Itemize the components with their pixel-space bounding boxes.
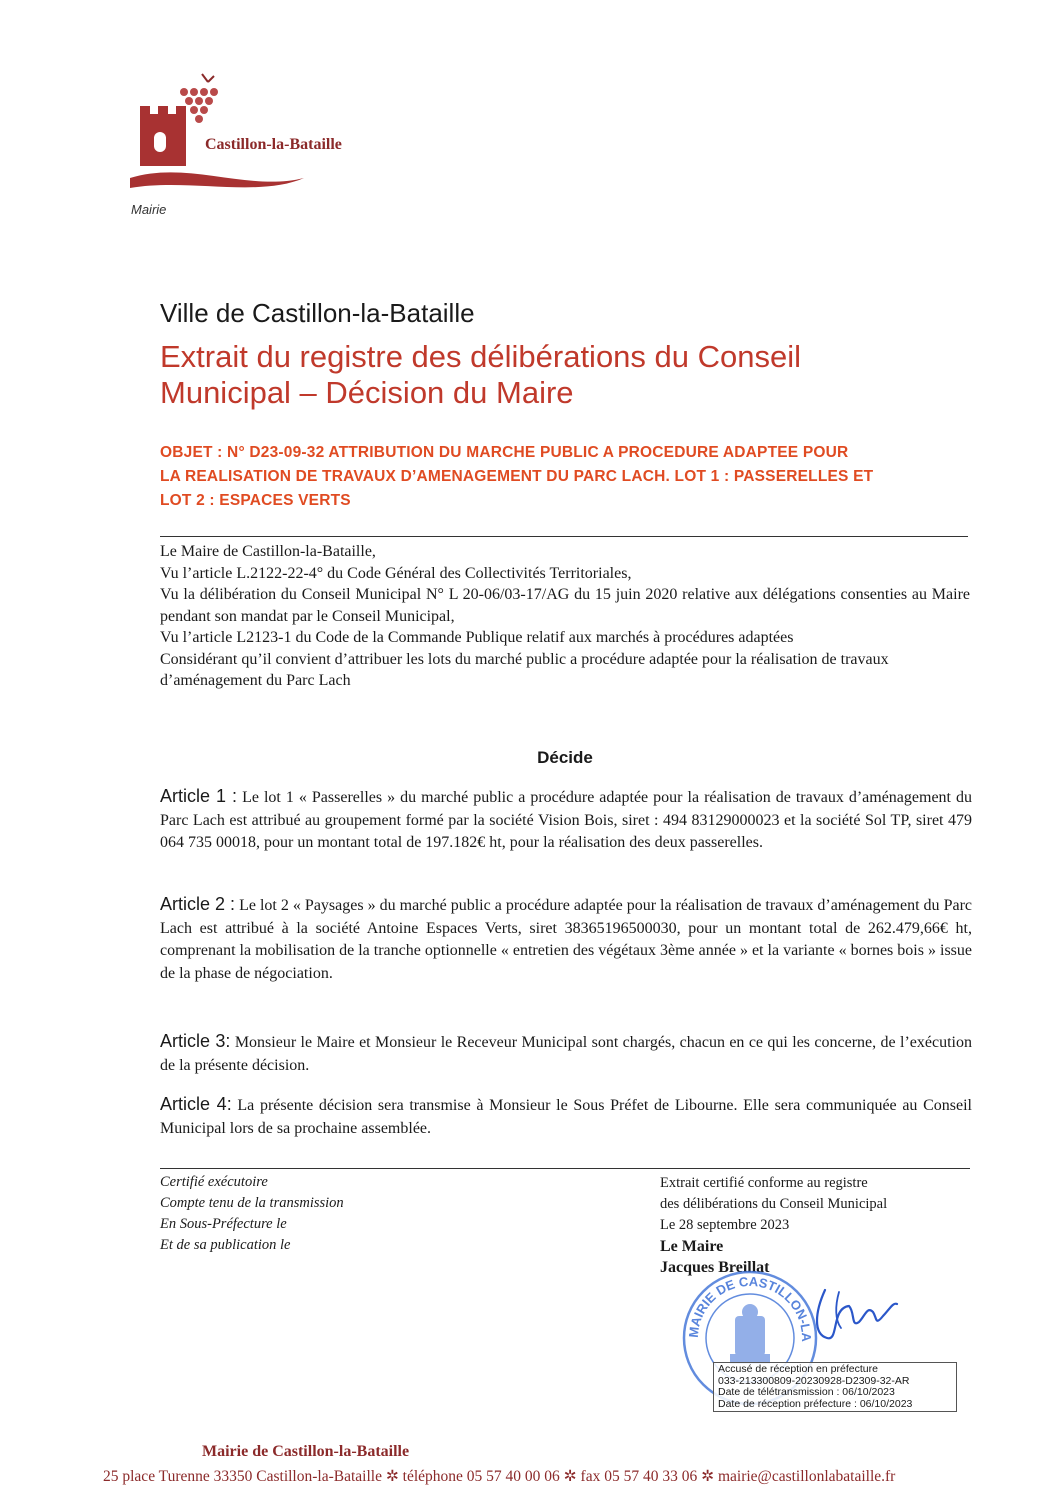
article-text: Le lot 1 « Passerelles » du marché public a procédure adaptée pour la réalisation de travaux d’aménagement du Parc Lach est attribué au groupement formé par la société Vision Bois, siret : 494 83129000023 et la société Sol TP, siret 479 064 735 00018, pour un montant total de 197.182€ ht, pour la réalisation des deux passerelles. xyxy=(160,789,973,851)
article-label: Article 4: xyxy=(160,1094,232,1114)
article-4 xyxy=(160,1093,972,1140)
article-label: Article 3: xyxy=(160,1031,231,1051)
divider xyxy=(160,1168,970,1169)
receipt-line: Date de réception préfecture : 06/10/2023 xyxy=(718,1397,913,1410)
footer-address: 25 place Turenne 33350 Castillon-la-Bataille ✲ téléphone 05 57 40 00 06 ✲ fax 05 57 40 33 06 ✲ mairie@castillonlabataille.fr xyxy=(103,1468,896,1485)
title-line-2: Municipal – Décision du Maire xyxy=(160,375,574,410)
article-label: Article 2 : xyxy=(160,894,236,914)
extract-block xyxy=(660,1173,887,1278)
certification-line: Certifié exécutoire xyxy=(160,1174,268,1190)
signatory-name: Jacques Breillat xyxy=(660,1259,770,1276)
extract-line: Extrait certifié conforme au registre xyxy=(660,1175,868,1191)
extract-date: Le 28 septembre 2023 xyxy=(660,1217,790,1233)
preamble-line: Vu la délibération du Conseil Municipal N° L 20-06/03-17/AG du 15 juin 2020 relative aux délégations consenties au Maire pendant son mandat par le Conseil Municipal, xyxy=(160,586,970,625)
certification-line: Compte tenu de la transmission xyxy=(160,1195,344,1211)
certification-line: En Sous-Préfecture le xyxy=(160,1216,287,1232)
article-label: Article 1 : xyxy=(160,786,238,806)
article-text: Monsieur le Maire et Monsieur le Receveur Municipal sont chargés, chacun en ce qui les concerne, de l’exécution de la présente décision. xyxy=(160,1034,972,1074)
preamble-line: Vu l’article L2123-1 du Code de la Commande Publique relatif aux marchés à procédures adaptées xyxy=(160,629,794,646)
receipt-line: Accusé de réception en préfecture xyxy=(718,1363,878,1375)
footer-name: Mairie de Castillon-la-Bataille xyxy=(202,1443,410,1460)
preamble-line: Le Maire de Castillon-la-Bataille, xyxy=(160,543,376,560)
certification-block xyxy=(160,1172,344,1256)
divider xyxy=(160,536,968,537)
extract-line: des délibérations du Conseil Municipal xyxy=(660,1196,888,1212)
receipt-line: 033-213300809-20230928-D2309-32-AR xyxy=(718,1374,910,1387)
handwritten-signature xyxy=(805,1272,915,1352)
logo-subtitle: Mairie xyxy=(131,202,167,217)
logo-name: Castillon-la-Bataille xyxy=(205,136,342,153)
article-2 xyxy=(160,893,972,985)
decide-heading: Décide xyxy=(537,748,593,767)
prefecture-receipt-stamp xyxy=(713,1362,957,1412)
article-text: La présente décision sera transmise à Monsieur le Sous Préfet de Libourne. Elle sera communiquée au Conseil Municipal lors de sa prochaine assemblée. xyxy=(160,1097,972,1137)
objet-line-2: LA REALISATION DE TRAVAUX D’AMENAGEMENT DU PARC LACH. LOT 1 : PASSERELLES ET xyxy=(160,468,874,485)
title-line-1: Extrait du registre des délibérations du Conseil xyxy=(160,339,802,374)
objet-line-1: OBJET : N° D23-09-32 ATTRIBUTION DU MARCHE PUBLIC A PROCEDURE ADAPTEE POUR xyxy=(160,444,849,461)
objet-line-3: LOT 2 : ESPACES VERTS xyxy=(160,492,351,509)
page-title xyxy=(160,339,960,411)
article-text: Le lot 2 « Paysages » du marché public a procédure adaptée pour la réalisation de travaux d’aménagement du Parc Lach est attribué à la société Antoine Espaces Verts, siret 38365196500030, pour un montant total de 262.479,66€ ht, comprenant la mobilisation de la tranche optionnelle « entretien des végétaux 3ème année » et la variante « bornes bois » issue de la phase de négociation. xyxy=(160,897,973,982)
certification-line: Et de sa publication le xyxy=(160,1237,291,1253)
receipt-line: Date de télétransmission : 06/10/2023 xyxy=(718,1386,895,1398)
article-3 xyxy=(160,1030,972,1077)
preamble-line: Vu l’article L.2122-22-4° du Code Général des Collectivités Territoriales, xyxy=(160,564,632,582)
city-heading: Ville de Castillon-la-Bataille xyxy=(160,298,475,328)
preamble-line: Considérant qu’il convient d’attribuer les lots du marché public a procédure adaptée pour la réalisation de travaux d’aménagement du Parc Lach xyxy=(160,650,889,689)
objet-heading xyxy=(160,441,980,513)
seal-text: MAIRIE DE CASTILLON-LA xyxy=(685,1273,815,1342)
article-1 xyxy=(160,785,972,855)
signature-icon xyxy=(805,1272,915,1352)
signatory-role: Le Maire xyxy=(660,1238,724,1255)
preamble xyxy=(160,541,970,692)
